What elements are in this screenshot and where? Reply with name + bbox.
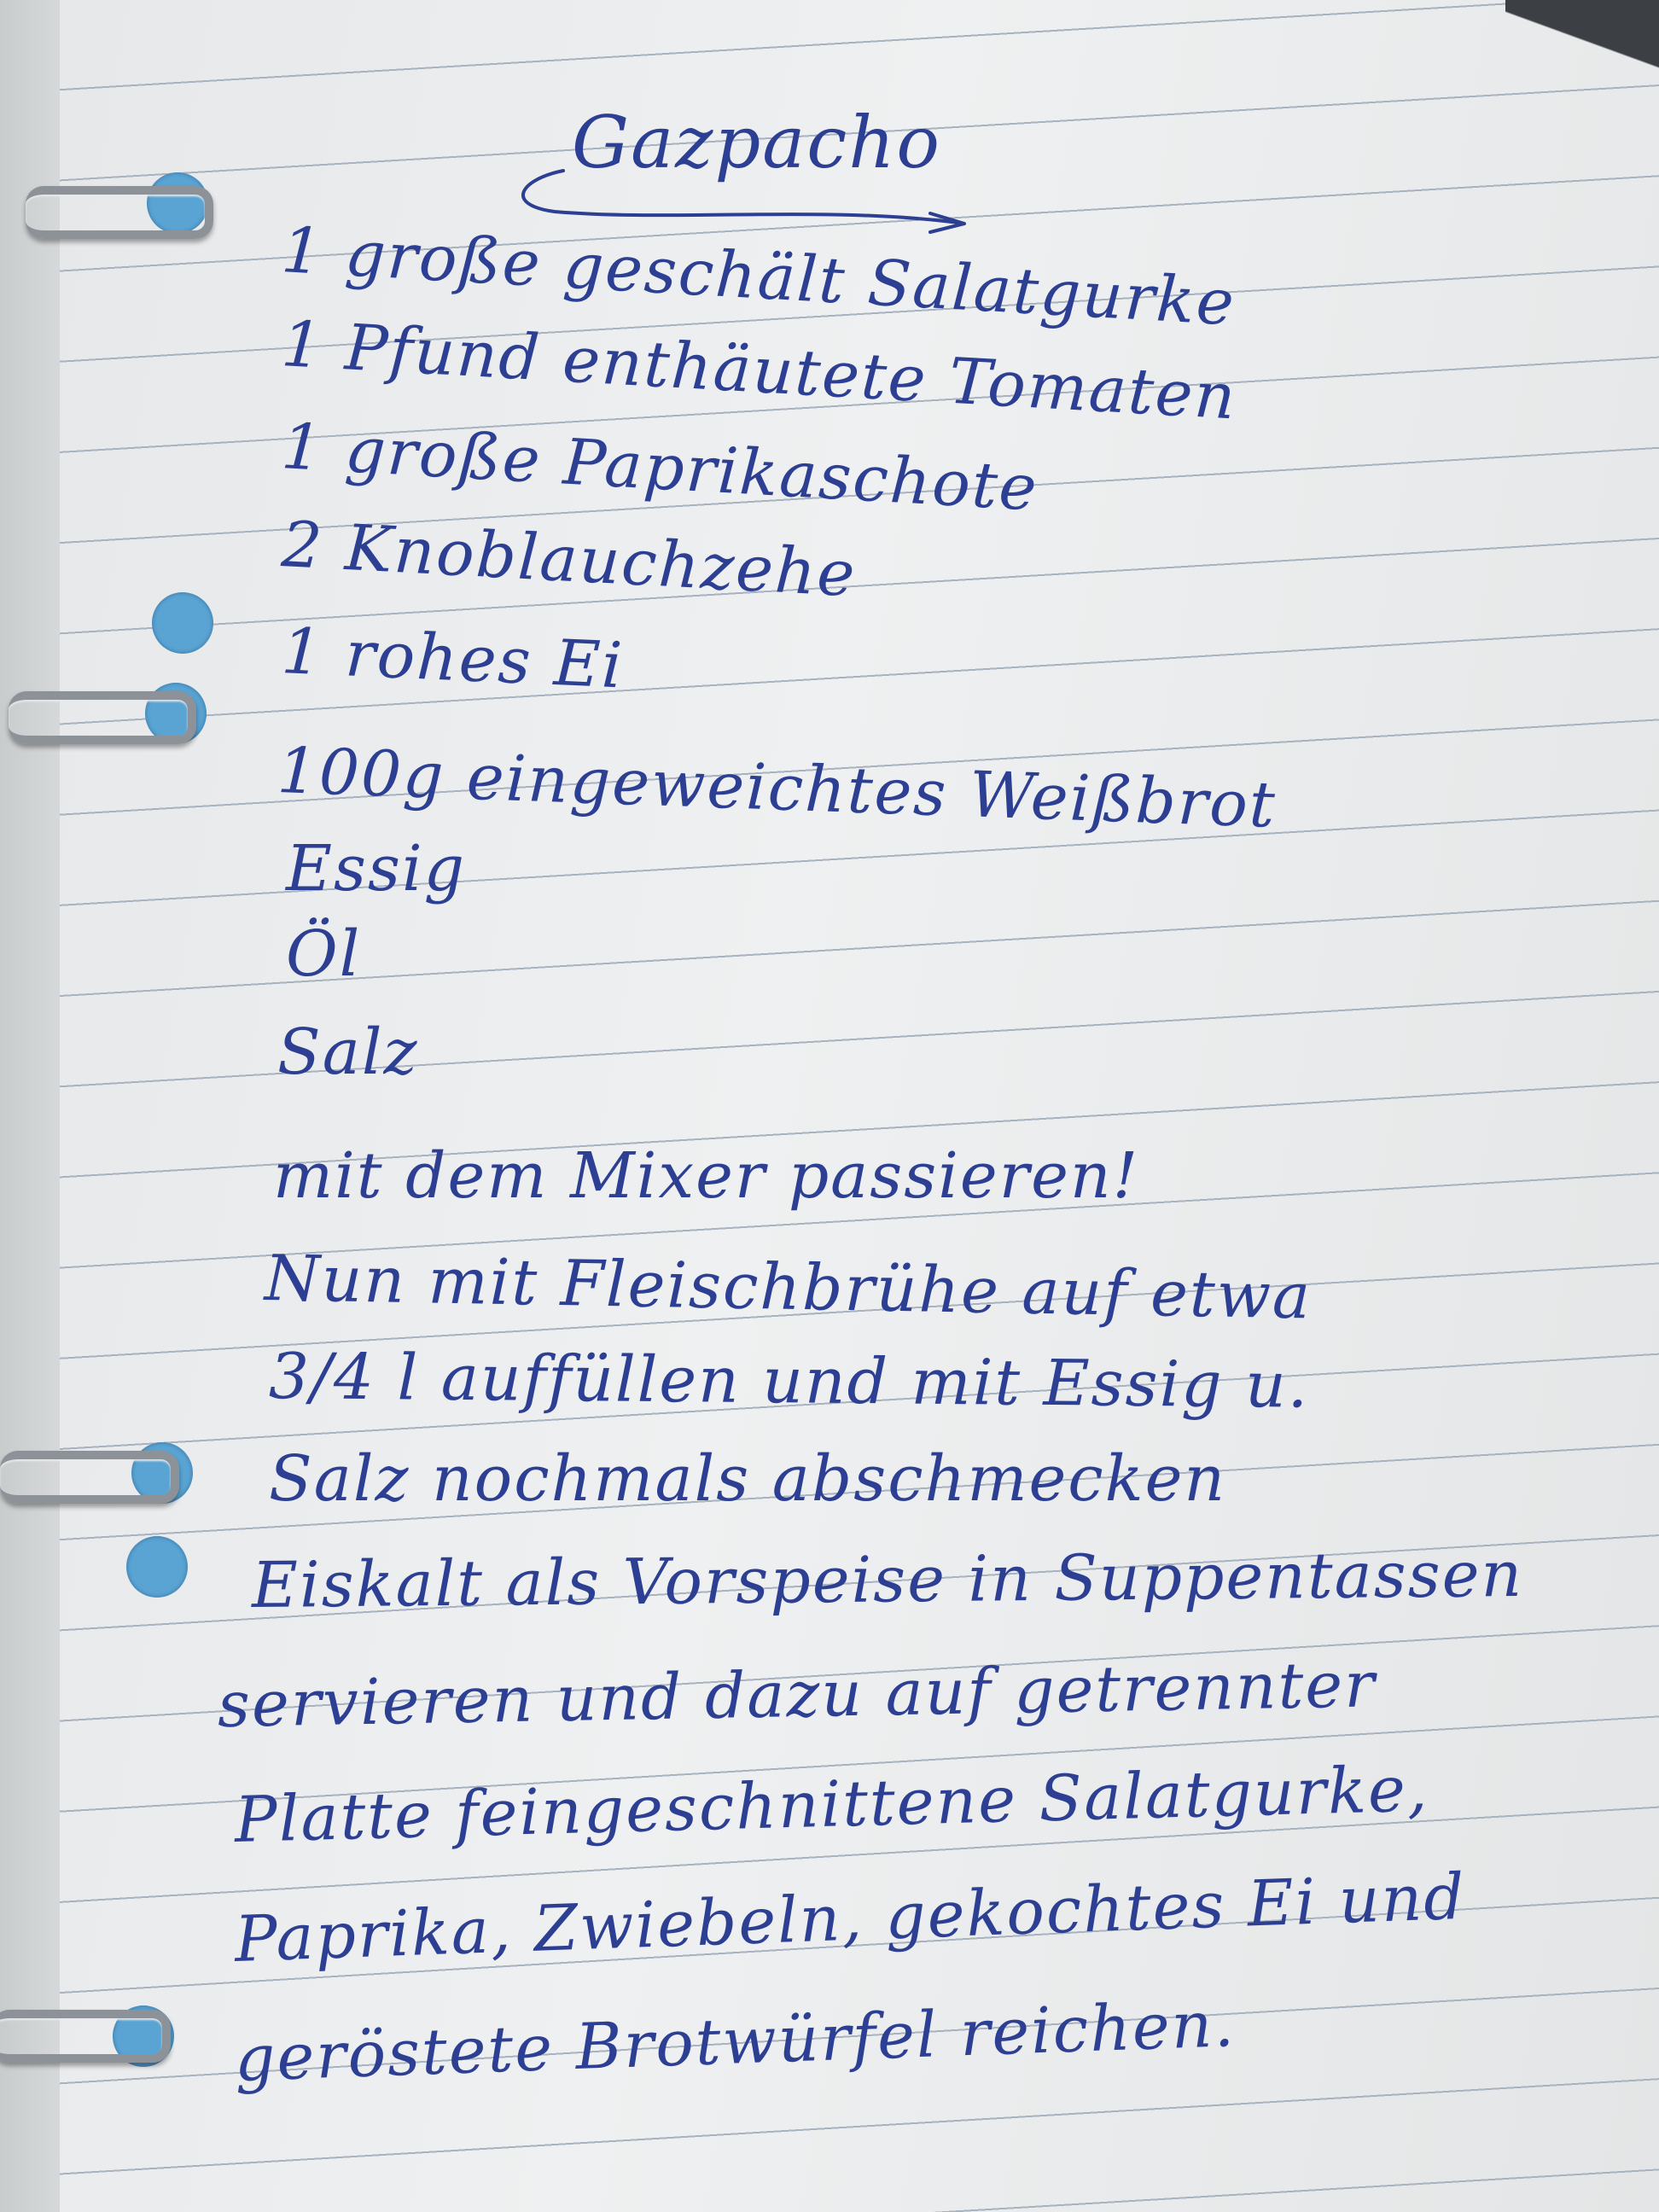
ingredient-line: Öl [286, 917, 362, 991]
ingredient-line: 1 große Paprikaschote [279, 410, 1040, 526]
binder-ring [0, 1451, 179, 1504]
method-line: geröstete Brotwürfel reichen. [233, 1988, 1237, 2096]
ingredient-line: 1 große geschält Salatgurke [279, 213, 1237, 341]
punch-hole [126, 1536, 188, 1598]
punch-hole [152, 592, 213, 654]
notebook-page [60, 0, 1659, 2212]
binder-ring [26, 186, 213, 239]
method-line: Salz nochmals abschmecken [269, 1442, 1227, 1516]
recipe-title: Gazpacho [572, 101, 942, 184]
method-line: mit dem Mixer passieren! [273, 1139, 1140, 1213]
method-line: Nun mit Fleischbrühe auf etwa [264, 1242, 1313, 1334]
ingredient-line: 1 Pfund enthäutete Tomaten [279, 307, 1239, 434]
ingredient-line: Essig [286, 832, 467, 905]
ingredient-line: Salz [277, 1016, 419, 1089]
binder-ring [0, 2010, 171, 2063]
title-flourish [504, 145, 981, 239]
method-line: servieren und dazu auf getrennter [217, 1648, 1377, 1742]
method-line: Paprika, Zwiebeln, gekochtes Ei und [233, 1860, 1467, 1976]
method-line: 3/4 l auffüllen und mit Essig u. [268, 1340, 1310, 1423]
ingredient-line: 2 Knoblauchzehe [279, 508, 859, 612]
ingredient-line: 100g eingeweichtes Weißbrot [276, 734, 1278, 842]
binder-ring [9, 691, 196, 744]
method-line: Platte feingeschnittene Salatgurke, [233, 1752, 1430, 1857]
method-line: Eiskalt als Vorspeise in Suppentassen [251, 1537, 1524, 1622]
ingredient-line: 1 rohes Ei [280, 614, 626, 703]
